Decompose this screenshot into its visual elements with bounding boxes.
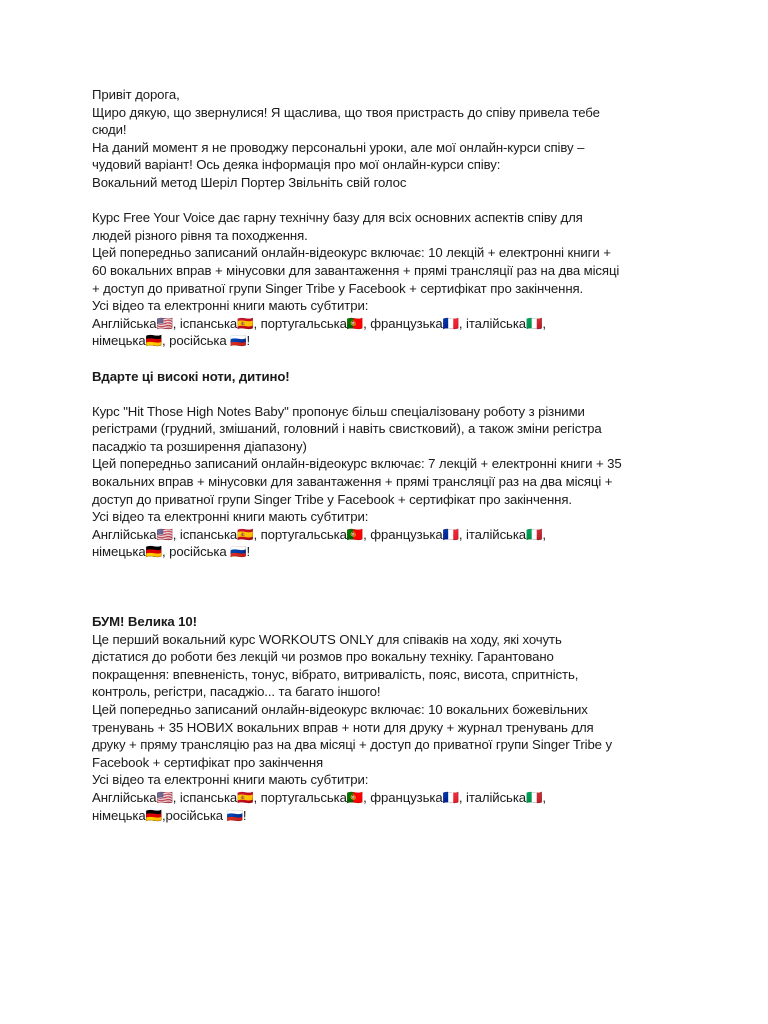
- text-line: друку + пряму трансляцію раз на два місяці + доступ до приватної групи Singer Tribe у: [92, 737, 612, 753]
- text-line: Привіт дорога,: [92, 87, 180, 102]
- spacer: [92, 561, 682, 613]
- text-line: сюди!: [92, 122, 127, 138]
- text-line: пасаджіо та розширення діапазону): [92, 438, 307, 454]
- text-line: німецька🇩🇪, російська 🇷🇺!: [92, 333, 251, 349]
- text-line: людей різного рівня та походження.: [92, 227, 308, 243]
- spacer: [92, 385, 682, 403]
- text-line: Щиро дякую, що звернулися! Я щаслива, що твоя пристрасть до співу привела тебе: [92, 104, 600, 120]
- text-line: вокальних вправ + мінусовки для завантаження + прямі трансляції раз на два місяці +: [92, 474, 613, 490]
- text-line: Цей попередньо записаний онлайн-відеокурс включає: 10 вокальних божевільних: [92, 702, 588, 717]
- text-line: Цей попередньо записаний онлайн-відеокурс включає: 10 лекцій + електронні книги +: [92, 245, 611, 261]
- text-line: доступ до приватної групи Singer Tribe у Facebook + сертифікат про закінчення.: [92, 491, 572, 507]
- high-notes-section: [92, 368, 682, 562]
- text-line: німецька🇩🇪,російська 🇷🇺!: [92, 807, 247, 823]
- text-line: На даний момент я не проводжу персональні уроки, але мої онлайн-курси співу –: [92, 139, 585, 155]
- spacer: [92, 192, 682, 210]
- document-body: [92, 86, 682, 824]
- text-line: Усі відео та електронні книги мають субтитри:: [92, 509, 369, 525]
- text-line: Це перший вокальний курс WORKOUTS ONLY для співаків на ходу, які хочуть: [92, 631, 562, 647]
- text-line: Англійська🇺🇸, іспанська🇪🇸, португальська🇵🇹, французька🇫🇷, італійська🇮🇹,: [92, 526, 546, 542]
- section-heading: Вдарте ці високі ноти, дитино!: [92, 368, 290, 384]
- text-line: тренувань + 35 НОВИХ вокальних вправ + ноти для друку + журнал тренувань для: [92, 719, 594, 735]
- text-line: 60 вокальних вправ + мінусовки для завантаження + прямі трансляції раз на два місяці: [92, 262, 620, 278]
- section-heading: БУМ! Велика 10!: [92, 614, 197, 630]
- text-line: Курс "Hit Those High Notes Baby" пропонує більш спеціалізовану роботу з різними: [92, 403, 585, 419]
- text-line: дістатися до роботи без лекцій чи розмов про вокальну техніку. Гарантовано: [92, 649, 554, 665]
- text-line: Усі відео та електронні книги мають субтитри:: [92, 772, 369, 788]
- text-line: Англійська🇺🇸, іспанська🇪🇸, португальська🇵🇹, французька🇫🇷, італійська🇮🇹,: [92, 789, 546, 805]
- text-line: Цей попередньо записаний онлайн-відеокурс включає: 7 лекцій + електронні книги + 35: [92, 456, 622, 472]
- text-line: Усі відео та електронні книги мають субтитри:: [92, 298, 369, 314]
- spacer: [92, 350, 682, 368]
- text-line: регістрами (грудний, змішаний, головний і навіть свистковий), а також зміни регістра: [92, 421, 602, 437]
- text-line: + доступ до приватної групи Singer Tribe у Facebook + сертифікат про закінчення.: [92, 280, 584, 296]
- text-line: покращення: впевненість, тонус, вібрато, витривалість, пояс, висота, спритність,: [92, 666, 579, 682]
- text-line: Курс Free Your Voice дає гарну технічну базу для всіх основних аспектів співу для: [92, 210, 583, 226]
- text-line: Англійська🇺🇸, іспанська🇪🇸, португальська🇵🇹, французька🇫🇷, італійська🇮🇹,: [92, 315, 546, 331]
- big-ten-section: [92, 613, 682, 824]
- text-line: чудовий варіант! Ось деяка інформація про мої онлайн-курси співу:: [92, 157, 501, 173]
- free-your-voice-section: [92, 209, 682, 350]
- text-line: Facebook + сертифікат про закінчення: [92, 754, 324, 770]
- text-line: Вокальний метод Шеріл Портер Звільніть свій голос: [92, 174, 407, 190]
- greeting-section: [92, 86, 682, 192]
- text-line: контроль, регістри, пасаджіо... та багато іншого!: [92, 684, 381, 700]
- text-line: німецька🇩🇪, російська 🇷🇺!: [92, 544, 251, 560]
